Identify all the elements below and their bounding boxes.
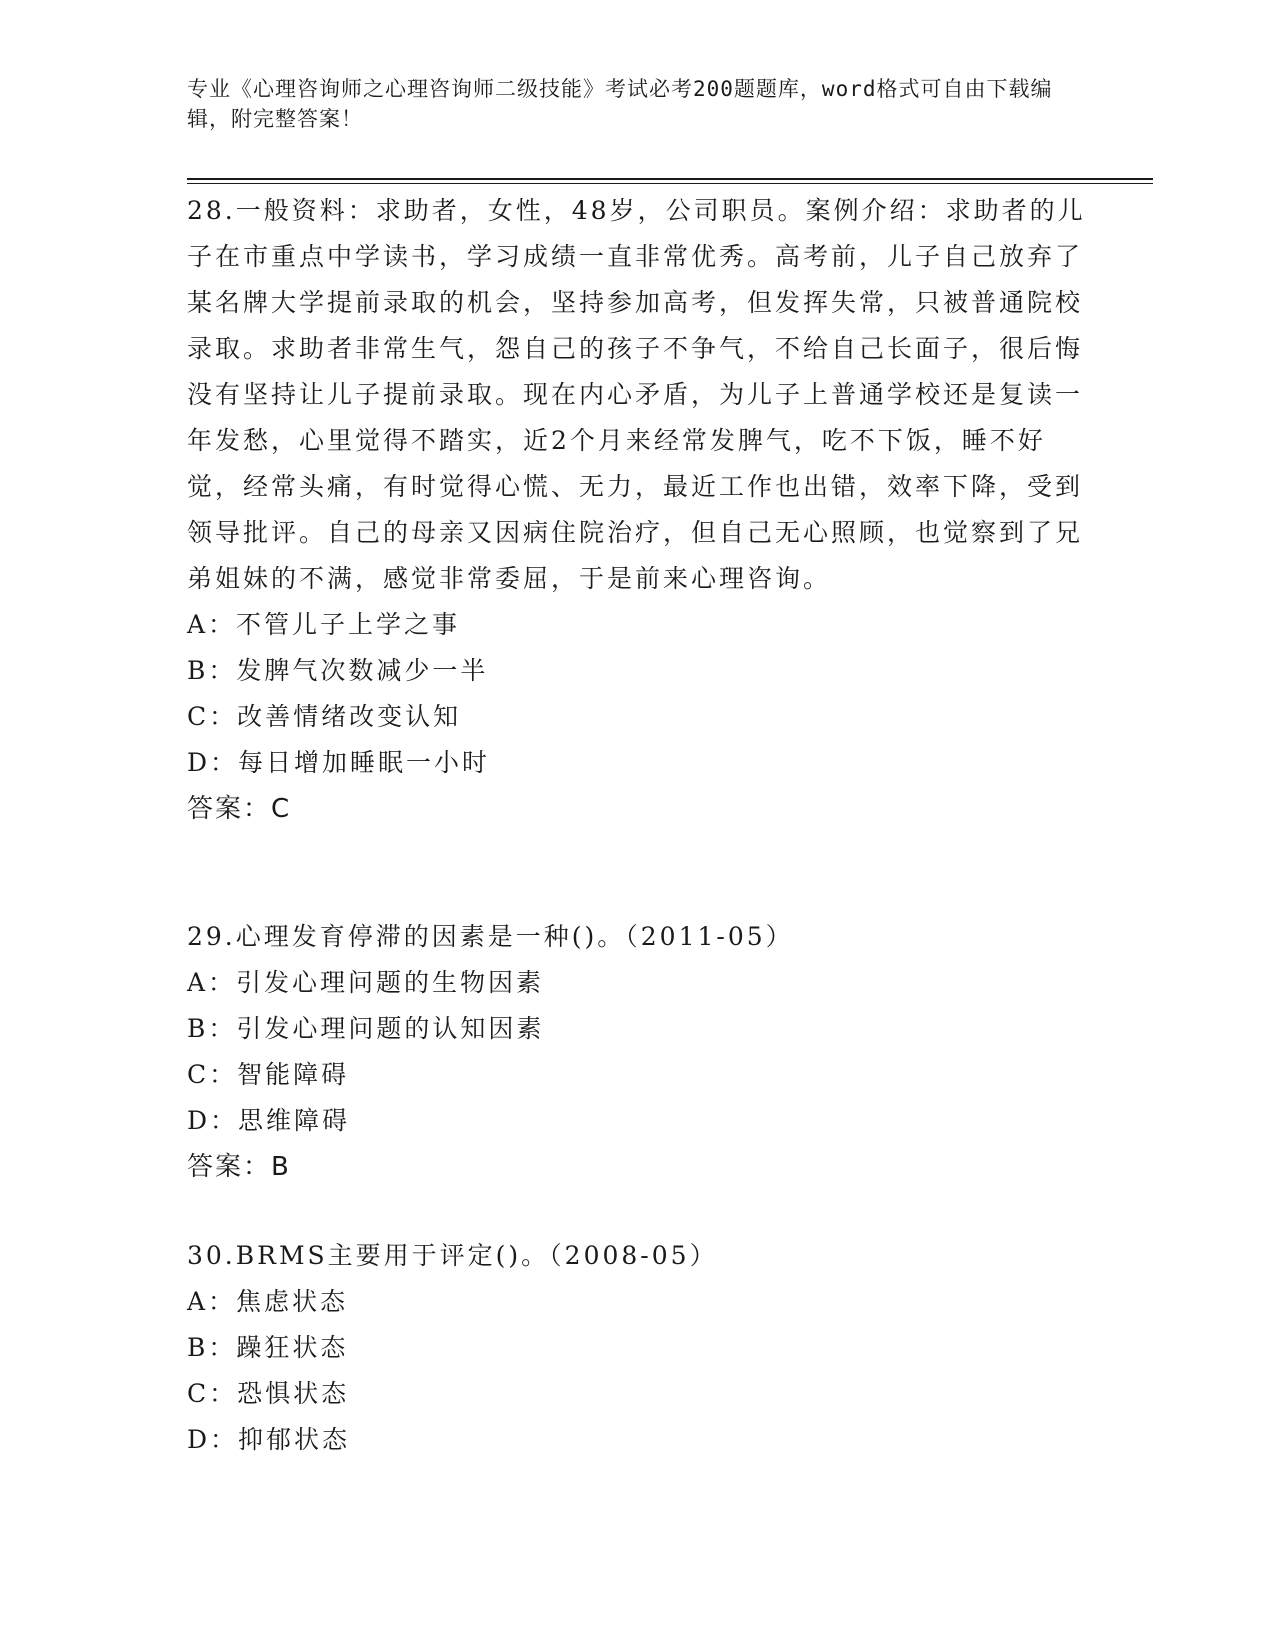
option-a: A：焦虑状态 — [187, 1287, 349, 1316]
question-28 — [187, 188, 1087, 832]
option-a: A：引发心理问题的生物因素 — [187, 968, 545, 997]
answer: 答案：C — [187, 794, 292, 824]
answer: 答案：B — [187, 1152, 291, 1182]
option-d: D：抑郁状态 — [187, 1425, 351, 1454]
option-b: B：发脾气次数减少一半 — [187, 656, 489, 685]
question-stem: 29.心理发育停滞的因素是一种()。（2011-05） — [187, 922, 794, 951]
document-header: 专业《心理咨询师之心理咨询师二级技能》考试必考200题题库，word格式可自由下载编辑，附完整答案！ — [187, 77, 1053, 131]
header-divider-thick — [187, 178, 1153, 180]
option-b: B：引发心理问题的认知因素 — [187, 1014, 545, 1043]
question-29 — [187, 914, 1087, 1190]
option-d: D：每日增加睡眠一小时 — [187, 748, 491, 777]
header-divider-thin — [187, 183, 1153, 184]
option-a: A：不管儿子上学之事 — [187, 610, 461, 639]
option-c: C：智能障碍 — [187, 1060, 350, 1089]
option-d: D：思维障碍 — [187, 1106, 351, 1135]
question-stem: 28.一般资料：求助者，女性，48岁，公司职员。案例介绍：求助者的儿子在市重点中学读书，学习成绩一直非常优秀。高考前，儿子自己放弃了某名牌大学提前录取的机会，坚持参加高考，但发挥失常，只被普通院校录取。求助者非常生气，怨自己的孩子不争气，不给自己长面子，很后悔没有坚持让儿子提前录取。现在内心矛盾，为儿子上普通学校还是复读一年发愁，心里觉得不踏实，近2个月来经常发脾气，吃不下饭，睡不好觉，经常头痛，有时觉得心慌、无力，最近工作也出错，效率下降，受到领导批评。自己的母亲又因病住院治疗，但自己无心照顾，也觉察到了兄弟姐妹的不满，感觉非常委屈，于是前来心理咨询。 — [187, 196, 1086, 593]
option-c: C：恐惧状态 — [187, 1379, 350, 1408]
question-stem: 30.BRMS主要用于评定()。（2008-05） — [187, 1241, 718, 1270]
question-30 — [187, 1233, 1087, 1463]
option-c: C：改善情绪改变认知 — [187, 702, 462, 731]
option-b: B：躁狂状态 — [187, 1333, 349, 1362]
